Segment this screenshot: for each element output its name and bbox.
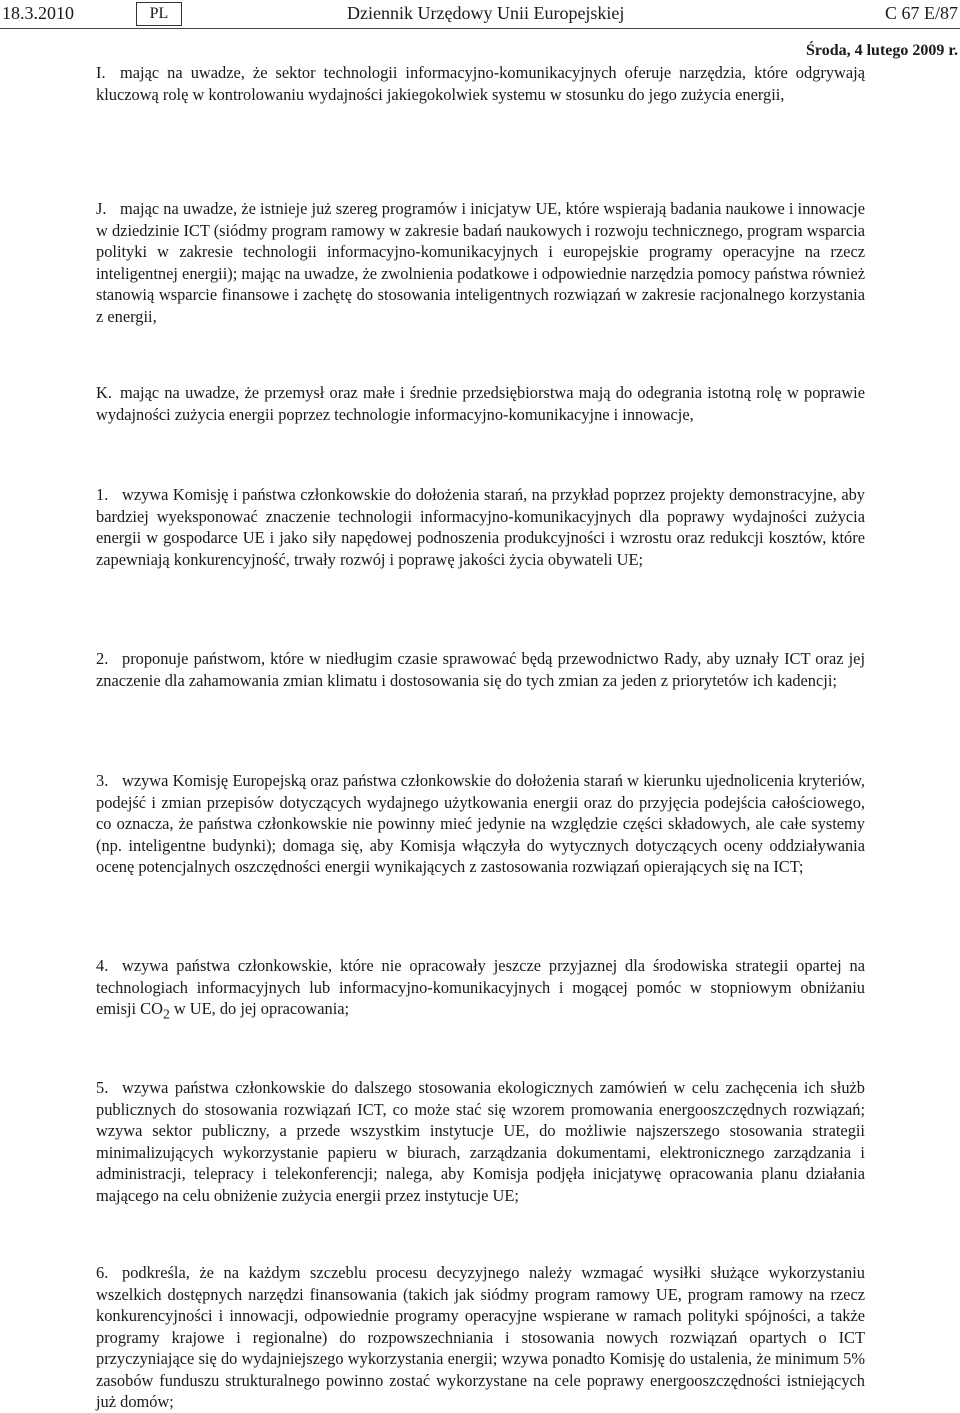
point-text-end: w UE, do jej opracowania; — [169, 999, 350, 1018]
recital-i — [96, 62, 865, 105]
point-3 — [96, 770, 865, 878]
point-number: 2. — [96, 649, 109, 668]
recital-text: mając na uwadze, że istnieje już szereg programów i inicjatyw UE, które wspierają badania naukowe i innowacje w dziedzinie ICT (siódmy program ramowy w zakresie badań naukowych i rozwoju technicznego, program wsparcia polityki w zakresie technologii informacyjno-komunikacyjnych i europejskie programy operacyjne na rzecz inteligentnej energii); mając na uwadze, że zwolnienia podatkowe i odpowiednie narzędzia pomocy państwa również stanowią wsparcie finansowe i zachętę do stosowania inteligentnych rozwiązań w zakresie racjonalnego korzystania z energii, — [96, 199, 865, 326]
point-number: 1. — [96, 485, 109, 504]
recital-text: mając na uwadze, że przemysł oraz małe i średnie przedsiębiorstwa mają do odegrania istotną rolę w poprawie wydajności zużycia energii poprzez technologie informacyjno-komunikacyjne i innowacje, — [96, 383, 865, 424]
point-5 — [96, 1077, 865, 1206]
recital-text: mając na uwadze, że sektor technologii informacyjno-komunikacyjnych oferuje narzędzia, które odgrywają kluczową rolę w kontrolowaniu wydajności jakiegokolwiek systemu w stosunku do jego zużycia energii, — [96, 63, 865, 104]
sitting-date: Środa, 4 lutego 2009 r. — [805, 42, 958, 59]
point-text: wzywa Komisję i państwa członkowskie do dołożenia starań, na przykład poprzez projekty demonstracyjne, aby bardziej wyeksponować znaczenie technologii informacyjno-komunikacyjnych dla poprawy wydajności zużycia energii w gospodarce UE i jako siły napędowej podnoszenia produkcyjności i wzrostu oraz redukcji kosztów, które zapewniają konkurencyjność, trwały rozwój i poprawę jakości życia obywateli UE; — [96, 485, 865, 569]
point-text: proponuje państwom, które w niedługim czasie sprawować będą przewodnictwo Rady, aby uznały ICT oraz jej znaczenie dla zahamowania zmian klimatu i dostosowania się do tych zmian za jeden z priorytetów ich kadencji; — [96, 649, 865, 690]
recital-label: J. — [96, 199, 107, 218]
point-text: wzywa państwa członkowskie do dalszego stosowania ekologicznych zamówień w celu zachęcenia ich służb publicznych do stosowania rozwiązań ICT, co może stać się wzorem promowania energooszczędnych rozwiązań; wzywa sektor publiczny, a przede wszystkim instytucje UE, do możliwie najszerszego stosowania strategii minimalizujących wykorzystanie papieru w biurach, zarządzania dokumentami, elektronicznego zarządzania i administracji, telepracy i telekonferencji; nalega, aby Komisja podjęła inicjatywę opracowania planu działania mającego na celu obniżenie zużycia energii przez instytucje UE; — [96, 1078, 865, 1205]
page-reference: C 67 E/87 — [884, 3, 958, 23]
point-2 — [96, 648, 865, 691]
journal-title: Dziennik Urzędowy Unii Europejskiej — [347, 3, 625, 23]
point-4 — [96, 955, 865, 1025]
page-header — [0, 0, 960, 32]
recital-k — [96, 382, 865, 425]
recital-label: I. — [96, 63, 106, 82]
point-text: wzywa państwa członkowskie, które nie opracowały jeszcze przyjaznej dla środowiska strategii opartej na technologiach informacyjnych lub informacyjno-komunikacyjnych i mogącej pomóc w stopniowym obniżaniu emisji CO — [96, 956, 865, 1018]
point-number: 5. — [96, 1078, 109, 1097]
language-code-box: PL — [136, 2, 182, 26]
publication-date: 18.3.2010 — [2, 3, 74, 23]
header-rule — [0, 28, 960, 29]
recital-j — [96, 198, 865, 327]
point-text: wzywa Komisję Europejską oraz państwa członkowskie do dołożenia starań w kierunku ujednolicenia kryteriów, podejść i zmian przepisów dotyczących wydajnego użytkowania energii oraz do przyjęcia podejścia całościowego, co oznacza, że państwa członkowskie nie powinny mieć jedynie na względzie części składowych, ale całe systemy (np. inteligentne budynki); domaga się, aby Komisja włączyła do wytycznych dotyczących oceny oddziaływania ocenę potencjalnych oszczędności energii wynikających z zastosowania rozwiązań opierających się na ICT; — [96, 771, 865, 876]
point-text: podkreśla, że na każdym szczeblu procesu decyzyjnego należy wzmagać wysiłki służące wykorzystaniu wszelkich dostępnych narzędzi finansowania (takich jak siódmy program ramowy UE, program ramowy na rzecz konkurencyjności i innowacji, odpowiednie programy operacyjne wspierane w ramach polityki spójności, a także programy krajowe i regionalne) do rozpowszechniania i stosowania nowych rozwiązań opartych o ICT przyczyniające się do wydajniejszego wykorzystania energii; wzywa ponadto Komisję do ustalenia, że minimum 5% zasobów funduszu strukturalnego powinno zostać wykorzystane na cele poprawy energooszczędności istniejących już domów; — [96, 1263, 865, 1411]
point-number: 4. — [96, 956, 109, 975]
recital-label: K. — [96, 383, 112, 402]
point-6 — [96, 1262, 865, 1413]
point-number: 6. — [96, 1263, 109, 1282]
point-number: 3. — [96, 771, 109, 790]
point-1 — [96, 484, 865, 570]
co2-subscript: 2 — [162, 1006, 170, 1022]
